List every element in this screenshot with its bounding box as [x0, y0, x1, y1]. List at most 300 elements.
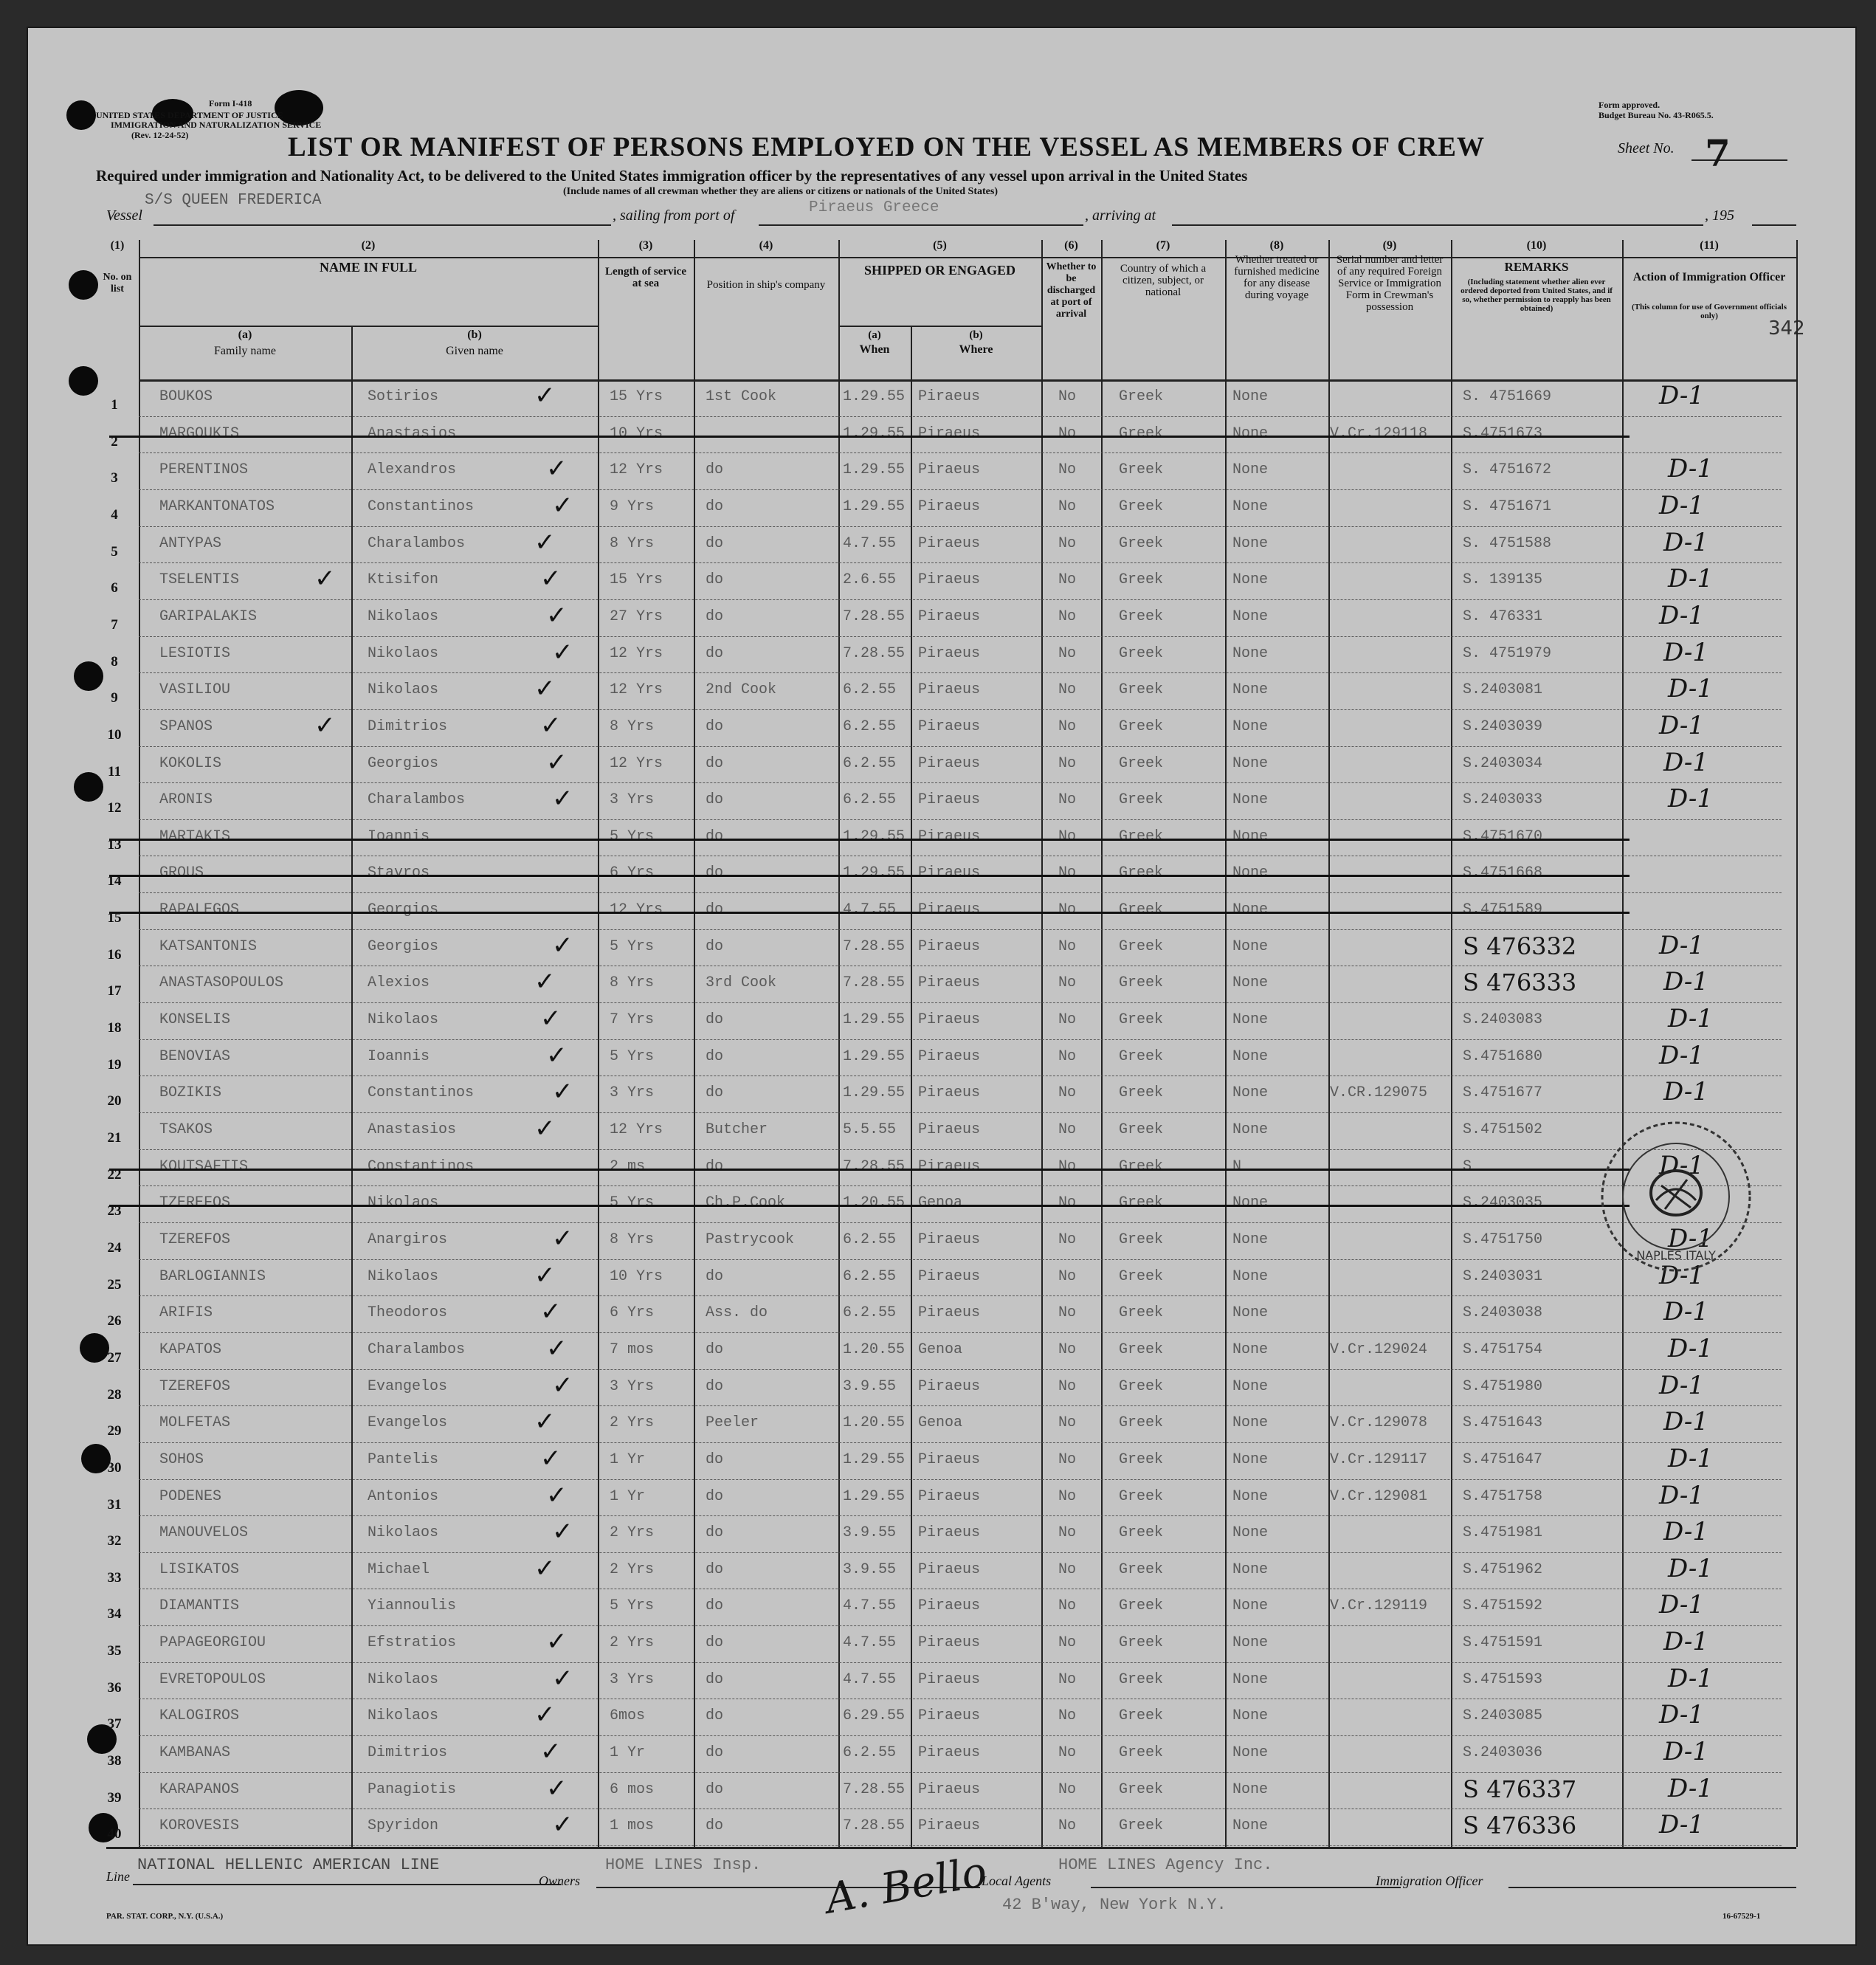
officer-action: D-1 [1659, 381, 1705, 410]
cell-country: Greek [1119, 717, 1164, 735]
cell-given: Nikolaos [368, 1670, 439, 1688]
cell-discharge: No [1058, 1084, 1077, 1102]
cell-when: 3.9.55 [843, 1524, 897, 1542]
cell-length: 27 Yrs [610, 608, 663, 625]
cell-where: Piraeus [918, 1817, 981, 1835]
row-divider [139, 1735, 1782, 1736]
cell-where: Piraeus [918, 864, 981, 882]
cell-remarks: S.2403081 [1463, 681, 1543, 699]
cell-family: ARONIS [159, 791, 213, 809]
cell-medicine: None [1232, 424, 1269, 442]
cell-length: 12 Yrs [610, 644, 663, 662]
cell-length: 12 Yrs [610, 461, 663, 479]
cell-discharge: No [1058, 571, 1077, 589]
col-no-on-list: No. on list [103, 272, 132, 295]
cell-position: do [706, 1744, 724, 1762]
cell-medicine: None [1232, 791, 1269, 809]
row-number: 27 [107, 1349, 122, 1366]
cell-where: Piraeus [918, 534, 981, 552]
cell-serial: V.Cr.129024 [1330, 1341, 1428, 1358]
cell-family: MARKANTONATOS [159, 498, 275, 515]
officer-action: D-1 [1659, 1810, 1705, 1840]
cell-remarks: S.2403038 [1463, 1304, 1543, 1322]
row-divider [139, 782, 1782, 783]
row-divider [139, 1552, 1782, 1553]
cell-family: MARGOUKIS [159, 424, 240, 442]
cell-given: Michael [368, 1560, 430, 1578]
arriving-label: , arriving at [1085, 207, 1156, 224]
cell-when: 1.29.55 [843, 1084, 906, 1102]
cell-when: 1.29.55 [843, 864, 906, 882]
officer-action: D-1 [1663, 967, 1709, 997]
cell-given: Nikolaos [368, 608, 439, 625]
check-mark-icon: ✓ [314, 710, 336, 740]
officer-action: D-1 [1663, 1737, 1709, 1767]
col-num: (2) [361, 239, 376, 252]
cell-discharge: No [1058, 644, 1077, 662]
cell-remarks: S. 4751671 [1463, 498, 1552, 515]
cell-where: Piraeus [918, 1047, 981, 1065]
check-mark-icon: ✓ [546, 1040, 568, 1070]
cell-position: do [706, 1011, 724, 1029]
cell-medicine: None [1232, 1487, 1269, 1505]
cell-position: Ch.P.Cook [706, 1194, 786, 1212]
cell-position: do [706, 1487, 724, 1505]
cell-remarks: S.4751668 [1463, 864, 1543, 882]
cell-position: do [706, 1047, 724, 1065]
col-remarks-note: (Including statement whether alien ever ordered deported from United States, and if so, whether permission to reapply has been obtained) [1461, 278, 1613, 313]
col-5a-num: (a) [868, 329, 881, 341]
cell-medicine: None [1232, 1524, 1269, 1542]
form-title: LIST OR MANIFEST OF PERSONS EMPLOYED ON THE VESSEL AS MEMBERS OF CREW [288, 132, 1485, 162]
row-divider [139, 1845, 1782, 1846]
cell-length: 2 ms [610, 1157, 646, 1175]
row-divider [139, 819, 1782, 820]
cell-where: Piraeus [918, 681, 981, 699]
cell-medicine: None [1232, 754, 1269, 772]
cell-remarks: S.4751754 [1463, 1341, 1543, 1358]
cell-medicine: None [1232, 1744, 1269, 1762]
cell-where: Piraeus [918, 974, 981, 992]
cell-serial: V.Cr.129078 [1330, 1414, 1428, 1432]
row-divider [139, 746, 1782, 747]
cell-discharge: No [1058, 901, 1077, 919]
row-divider [139, 1515, 1782, 1516]
cell-medicine: None [1232, 1414, 1269, 1432]
cell-position: do [706, 1707, 724, 1725]
cell-length: 5 Yrs [610, 937, 655, 955]
agent-signature: A. Bello [822, 1848, 990, 1924]
row-divider [139, 1295, 1782, 1296]
cell-family: BOUKOS [159, 388, 213, 405]
cell-discharge: No [1058, 937, 1077, 955]
cell-length: 2 Yrs [610, 1560, 655, 1578]
cell-country: Greek [1119, 534, 1164, 552]
cell-when: 6.2.55 [843, 754, 897, 772]
cell-when: 4.7.55 [843, 1634, 897, 1652]
row-divider [139, 1405, 1782, 1406]
cell-country: Greek [1119, 1634, 1164, 1652]
cell-given: Nikolaos [368, 681, 439, 699]
check-mark-icon: ✓ [540, 1443, 562, 1473]
cell-family: GROUS [159, 864, 204, 882]
include-note: (Include names of all crewman whether they are aliens or citizens or nationals of the United States) [563, 186, 998, 197]
col-name-in-full: NAME IN FULL [319, 260, 417, 275]
cell-country: Greek [1119, 1084, 1164, 1102]
cell-remarks: S [1463, 1157, 1472, 1175]
cell-remarks: S.4751980 [1463, 1377, 1543, 1395]
row-divider [139, 636, 1782, 637]
officer-action: D-1 [1663, 637, 1709, 667]
cell-where: Genoa [918, 1414, 963, 1432]
cell-where: Piraeus [918, 1597, 981, 1615]
cell-country: Greek [1119, 681, 1164, 699]
cell-medicine: None [1232, 864, 1269, 882]
cell-position: do [706, 1817, 724, 1835]
cell-when: 4.7.55 [843, 1670, 897, 1688]
row-divider [139, 416, 1782, 417]
cell-remarks: S. 476331 [1463, 608, 1543, 625]
cell-position: 2nd Cook [706, 681, 777, 699]
row-number: 8 [111, 653, 118, 670]
cell-when: 6.2.55 [843, 1744, 897, 1762]
cell-position: Pastrycook [706, 1231, 795, 1248]
cell-country: Greek [1119, 571, 1164, 589]
row-number: 1 [111, 397, 118, 413]
sailing-label: , sailing from port of [613, 207, 735, 224]
cell-serial: V.Cr.129081 [1330, 1487, 1428, 1505]
cell-where: Piraeus [918, 1377, 981, 1395]
cell-medicine: None [1232, 1194, 1269, 1212]
cell-family: MANOUVELOS [159, 1524, 249, 1542]
punch-hole [66, 100, 96, 130]
cell-family: TZEREFOS [159, 1231, 231, 1248]
cell-given: Charalambos [368, 1341, 466, 1358]
cell-family: SOHOS [159, 1450, 204, 1468]
cell-when: 7.28.55 [843, 1157, 906, 1175]
cell-country: Greek [1119, 864, 1164, 882]
cell-medicine: None [1232, 461, 1269, 479]
strike-through-line [109, 839, 1630, 841]
cell-position: do [706, 1634, 724, 1652]
cell-family: EVRETOPOULOS [159, 1670, 266, 1688]
cell-length: 12 Yrs [610, 901, 663, 919]
row-number: 16 [107, 946, 122, 963]
officer-action: D-1 [1659, 1480, 1705, 1510]
cell-remarks: S. 139135 [1463, 571, 1543, 589]
cell-where: Piraeus [918, 1744, 981, 1762]
cell-medicine: None [1232, 1780, 1269, 1798]
row-number: 24 [107, 1239, 122, 1256]
row-number: 17 [107, 983, 122, 999]
row-divider [139, 929, 1782, 930]
cell-where: Piraeus [918, 1267, 981, 1285]
check-mark-icon: ✓ [534, 1553, 556, 1583]
check-mark-icon: ✓ [314, 564, 336, 594]
cell-remarks: S.4751670 [1463, 827, 1543, 845]
check-mark-icon: ✓ [534, 967, 556, 997]
cell-family: ARIFIS [159, 1304, 213, 1322]
cell-given: Nikolaos [368, 1267, 439, 1285]
cell-discharge: No [1058, 1414, 1077, 1432]
cell-country: Greek [1119, 1744, 1164, 1762]
row-number: 33 [107, 1569, 122, 1586]
cell-where: Piraeus [918, 827, 981, 845]
cell-given: Georgios [368, 901, 439, 919]
check-mark-icon: ✓ [540, 1297, 562, 1327]
cell-given: Ioannis [368, 827, 430, 845]
cell-when: 7.28.55 [843, 644, 906, 662]
row-number: 18 [107, 1020, 122, 1036]
officer-action: D-1 [1668, 1553, 1714, 1583]
sailing-port: Piraeus Greece [809, 199, 939, 216]
cell-country: Greek [1119, 937, 1164, 955]
cell-remarks: S 476332 [1463, 932, 1577, 960]
cell-where: Piraeus [918, 717, 981, 735]
check-mark-icon: ✓ [552, 637, 573, 667]
cell-remarks: S.4751593 [1463, 1670, 1543, 1688]
cell-country: Greek [1119, 791, 1164, 809]
cell-when: 7.28.55 [843, 1817, 906, 1835]
cell-length: 15 Yrs [610, 388, 663, 405]
cell-given: Sotirios [368, 388, 439, 405]
check-mark-icon: ✓ [546, 1333, 568, 1363]
officer-action: D-1 [1663, 1077, 1709, 1107]
cell-discharge: No [1058, 1047, 1077, 1065]
cell-family: MOLFETAS [159, 1414, 231, 1432]
cell-discharge: No [1058, 681, 1077, 699]
cell-given: Pantelis [368, 1450, 439, 1468]
cell-discharge: No [1058, 754, 1077, 772]
check-mark-icon: ✓ [546, 747, 568, 777]
cell-position: do [706, 1450, 724, 1468]
cell-medicine: None [1232, 1047, 1269, 1065]
cell-discharge: No [1058, 1194, 1077, 1212]
cell-remarks: S 476336 [1463, 1811, 1577, 1840]
check-mark-icon: ✓ [534, 1407, 556, 1437]
cell-given: Charalambos [368, 534, 466, 552]
row-number: 9 [111, 690, 118, 706]
cell-position: do [706, 1377, 724, 1395]
cell-country: Greek [1119, 1450, 1164, 1468]
check-mark-icon: ✓ [534, 1700, 556, 1730]
cell-where: Piraeus [918, 498, 981, 515]
row-divider [139, 1149, 1782, 1150]
row-divider [139, 1625, 1782, 1626]
officer-action: D-1 [1663, 1297, 1709, 1327]
col-num: (8) [1269, 239, 1284, 252]
cell-given: Evangelos [368, 1377, 448, 1395]
cell-length: 1 Yr [610, 1744, 646, 1762]
row-number: 14 [107, 873, 122, 889]
owners-value: HOME LINES Insp. [605, 1856, 762, 1874]
col-num: (1) [110, 239, 125, 252]
cell-remarks: S.4751750 [1463, 1231, 1543, 1248]
cell-given: Stavros [368, 864, 430, 882]
check-mark-icon: ✓ [540, 564, 562, 594]
cell-country: Greek [1119, 1047, 1164, 1065]
officer-action: D-1 [1668, 1773, 1714, 1803]
cell-discharge: No [1058, 388, 1077, 405]
col-num: (6) [1064, 239, 1078, 252]
officer-action: D-1 [1659, 1040, 1705, 1070]
cell-when: 1.29.55 [843, 424, 906, 442]
cell-family: MARTAKIS [159, 827, 231, 845]
cell-where: Piraeus [918, 1487, 981, 1505]
cell-discharge: No [1058, 1780, 1077, 1798]
check-mark-icon: ✓ [552, 930, 573, 960]
cell-country: Greek [1119, 1524, 1164, 1542]
cell-when: 4.7.55 [843, 1597, 897, 1615]
row-number: 23 [107, 1203, 122, 1219]
col-num: (7) [1156, 239, 1170, 252]
cell-where: Piraeus [918, 424, 981, 442]
row-number: 37 [107, 1716, 122, 1732]
row-divider [139, 1369, 1782, 1370]
cell-discharge: No [1058, 1121, 1077, 1138]
cell-where: Piraeus [918, 1084, 981, 1102]
cell-country: Greek [1119, 1670, 1164, 1688]
cell-length: 12 Yrs [610, 1121, 663, 1138]
cell-given: Theodoros [368, 1304, 448, 1322]
cell-medicine: None [1232, 534, 1269, 552]
cell-discharge: No [1058, 974, 1077, 992]
row-divider [139, 1479, 1782, 1480]
cell-position: 1st Cook [706, 388, 777, 405]
cell-when: 6.2.55 [843, 1304, 897, 1322]
cell-family: TSAKOS [159, 1121, 213, 1138]
cell-where: Piraeus [918, 388, 981, 405]
cell-medicine: None [1232, 1560, 1269, 1578]
cell-where: Piraeus [918, 1304, 981, 1322]
immigration-officer-label: Immigration Officer [1376, 1873, 1483, 1888]
cell-medicine: None [1232, 1450, 1269, 1468]
cell-family: TZEREFOS [159, 1377, 231, 1395]
cell-where: Piraeus [918, 1231, 981, 1248]
cell-length: 1 Yr [610, 1487, 646, 1505]
cell-length: 8 Yrs [610, 1231, 655, 1248]
cell-medicine: None [1232, 827, 1269, 845]
row-number: 2 [111, 433, 118, 450]
cell-given: Constantinos [368, 1084, 475, 1102]
cell-given: Charalambos [368, 791, 466, 809]
cell-medicine: None [1232, 717, 1269, 735]
col-discharged: Whether to be discharged at port of arrival [1046, 261, 1097, 320]
row-number: 6 [111, 580, 118, 596]
col-action-note: (This column for use of Government officials only) [1631, 303, 1787, 320]
cell-discharge: No [1058, 424, 1077, 442]
sheet-number: 7 [1705, 131, 1731, 175]
cell-remarks: S.4751589 [1463, 901, 1543, 919]
cell-medicine: None [1232, 937, 1269, 955]
cell-given: Alexios [368, 974, 430, 992]
cell-discharge: No [1058, 1707, 1077, 1725]
cell-where: Piraeus [918, 1450, 981, 1468]
cell-remarks: S.4751643 [1463, 1414, 1543, 1432]
col-given-name: Given name [446, 345, 503, 357]
cell-length: 8 Yrs [610, 717, 655, 735]
row-divider [139, 526, 1782, 527]
cell-medicine: None [1232, 498, 1269, 515]
cell-family: DIAMANTIS [159, 1597, 240, 1615]
strike-through-line [109, 875, 1630, 877]
cell-country: Greek [1119, 1231, 1164, 1248]
cell-where: Piraeus [918, 791, 981, 809]
cell-country: Greek [1119, 1157, 1164, 1175]
cell-country: Greek [1119, 1780, 1164, 1798]
local-agents-value: HOME LINES Agency Inc. [1058, 1856, 1273, 1874]
cell-country: Greek [1119, 644, 1164, 662]
cell-position: do [706, 1341, 724, 1358]
row-number: 36 [107, 1679, 122, 1696]
cell-country: Greek [1119, 1304, 1164, 1322]
cell-position: do [706, 1267, 724, 1285]
cell-medicine: None [1232, 681, 1269, 699]
officer-action: D-1 [1659, 1590, 1705, 1620]
row-divider [139, 1332, 1782, 1333]
officer-action: D-1 [1668, 564, 1714, 594]
cell-where: Piraeus [918, 1634, 981, 1652]
check-mark-icon: ✓ [540, 1737, 562, 1767]
cell-country: Greek [1119, 1011, 1164, 1029]
cell-country: Greek [1119, 1560, 1164, 1578]
col-medicine: Whether treated or furnished medicine for any disease during voyage [1234, 254, 1320, 301]
row-number: 26 [107, 1313, 122, 1329]
cell-serial: V.Cr.129119 [1330, 1597, 1428, 1615]
cell-discharge: No [1058, 1597, 1077, 1615]
cell-country: Greek [1119, 974, 1164, 992]
row-number: 29 [107, 1423, 122, 1439]
check-mark-icon: ✓ [552, 784, 573, 814]
col-5b-num: (b) [969, 329, 983, 341]
row-number: 13 [107, 836, 122, 853]
cell-length: 2 Yrs [610, 1414, 655, 1432]
officer-action: D-1 [1668, 674, 1714, 704]
cell-country: Greek [1119, 461, 1164, 479]
row-number: 11 [108, 763, 121, 780]
cell-family: GARIPALAKIS [159, 608, 258, 625]
cell-length: 9 Yrs [610, 498, 655, 515]
cell-length: 6 Yrs [610, 864, 655, 882]
cell-position: do [706, 1597, 724, 1615]
cell-where: Genoa [918, 1194, 963, 1212]
cell-discharge: No [1058, 1487, 1077, 1505]
cell-when: 6.2.55 [843, 1267, 897, 1285]
cell-medicine: None [1232, 608, 1269, 625]
cell-position: do [706, 1084, 724, 1102]
cell-length: 3 Yrs [610, 1377, 655, 1395]
cell-remarks: S.2403039 [1463, 717, 1543, 735]
cell-given: Dimitrios [368, 717, 448, 735]
cell-where: Piraeus [918, 901, 981, 919]
cell-length: 1 Yr [610, 1450, 646, 1468]
sheet-label: Sheet No. [1618, 140, 1675, 156]
cell-family: LESIOTIS [159, 644, 231, 662]
cell-family: TZEREFOS [159, 1194, 231, 1212]
cell-given: Spyridon [368, 1817, 439, 1835]
cell-family: TSELENTIS [159, 571, 240, 589]
cell-country: Greek [1119, 608, 1164, 625]
check-mark-icon: ✓ [552, 1223, 573, 1253]
row-divider [139, 1002, 1782, 1003]
cell-country: Greek [1119, 827, 1164, 845]
local-agents-label: Local Agents [982, 1873, 1052, 1888]
cell-position: do [706, 791, 724, 809]
officer-action: D-1 [1659, 1370, 1705, 1400]
cell-when: 6.2.55 [843, 681, 897, 699]
check-mark-icon: ✓ [546, 1773, 568, 1803]
cell-length: 1 mos [610, 1817, 655, 1835]
